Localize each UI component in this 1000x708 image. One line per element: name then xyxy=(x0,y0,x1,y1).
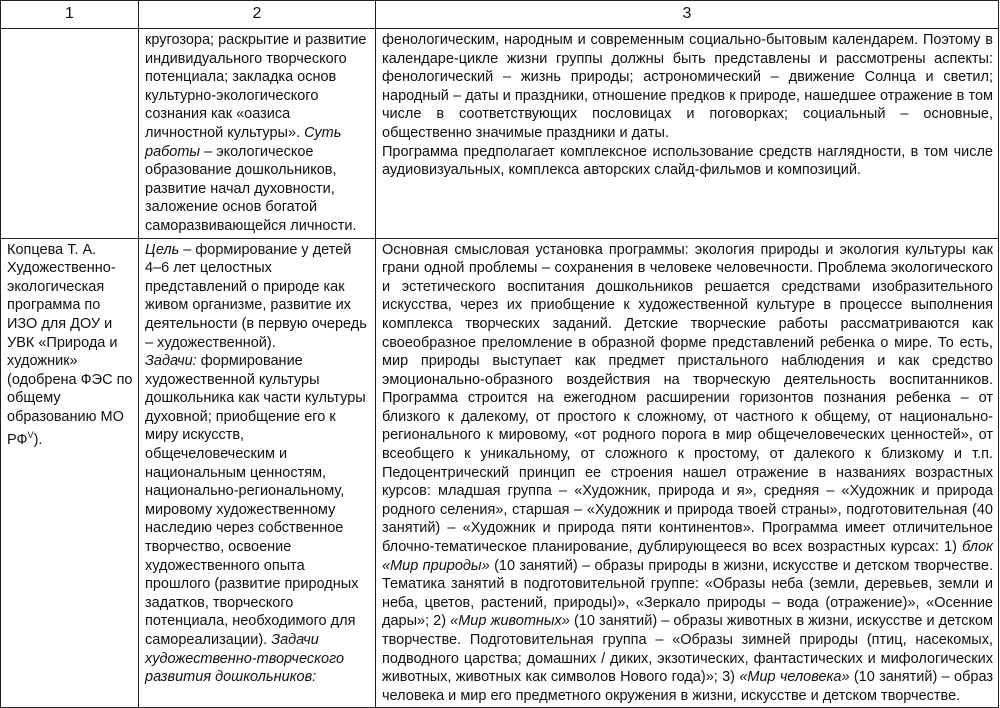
header-col-3: 3 xyxy=(376,1,999,29)
row2-col1-end: ). xyxy=(33,432,43,449)
goal-text: – формирование у детей 4–6 лет целостных представлений о природе как живом организме, развитие их деятельности (в первую очередь – художественной). xyxy=(145,241,367,351)
row2-col3-text-d: (10 занятий) – образ человека и мир его предметного окружения в жизни, искусстве и детском творчестве. xyxy=(382,669,993,704)
block-animals-label: «Мир животных» xyxy=(450,613,570,630)
row2-col1 xyxy=(1,238,139,708)
tasks-text: формирование художественной культуры дошкольника как части культуры духовной; приобщение его к миру искусств, общечеловеческим и национальным ценностям, национально-региональному, мировому художественному наследию через собственное творчество, освоение художественного опыта прошлого (развитие природных задатков, творческого потенциала, необходимого для самореализации). xyxy=(145,353,366,648)
row2-col1-text: Копцева Т. А. Художественно-экологическая программа по ИЗО для ДОУ и УВК «Природа и художник» (одобрена ФЭС по общему образованию МО РФ xyxy=(7,241,133,449)
row1-col2-tail: – экологическое образование дошкольников, развитие начал духовности, заложение основ богатой саморазвивающейся личности. xyxy=(145,143,357,234)
header-col-2: 2 xyxy=(139,1,376,29)
row1-col1 xyxy=(1,29,139,239)
tasks-label: Задачи: xyxy=(145,353,197,370)
header-col-1: 1 xyxy=(1,1,139,29)
creative-tasks-label: Задачи художественно-творческого развития дошкольников: xyxy=(145,632,345,686)
row2-col3-text-a: Основная смысловая установка программы: экология природы и экология культуры как грани одной проблемы – сохранения в человеке человечности. Проблема экологического и эстетического воспитания дошкольников решается средствами изобразительного искусства, через их приобщение к художественной культуре в процессе выполнения комплекса творческих заданий. Детские творческие работы рассматриваются как своеобразное преломление в образной форме представлений ребенка о мире. То есть, мир природы выступает как предмет пристального наблюдения и как средство эмоционально-образного воздействия на творческую деятельность воспитанников. Программа строится на ежегодном расширении горизонтов познания ребенка – от близкого к далекому, от простого к сложному, от частного к общему, от национально-регионального к мировому, «от родного порога в мир общечеловеческих ценностей», от всеобщего к уникальному, от сложного к простому, от далекого к близкому и т.п. Педоцентрический принцип ее строения нашел отражение в названиях возрастных курсов: младшая группа – «Художник, природа и я», средняя – «Художник и природа родного селения», старшая – «Художник и природа твоей страны», подготовительная (40 занятий) – «Художник и природа пяти континентов». Программа имеет отличительное блочно-тематическое планирование, дублирующееся во всех возрастных курсах: 1) xyxy=(382,241,993,556)
footnote-mark: V xyxy=(27,430,34,441)
block-human-label: «Мир человека» xyxy=(739,669,850,686)
goal-label: Цель xyxy=(145,241,180,258)
row2-col2 xyxy=(139,238,376,708)
row1-col3-text: фенологическим, народным и современным социально-бытовым календарем. Поэтому в календаре-цикле жизни группы должны быть представлены и рассмотрены аспекты: фенологический – жизнь природы; астрономический – движение Солнца и светил; народный – даты и праздники, отношение предков к природе, нашедшее отражение в том числе в соответствующих пословицах и поговорках; социальный – основные, общественно значимые праздники и даты. xyxy=(382,32,993,141)
row1-col3-paragraph-2: Программа предполагает комплексное использование средств наглядности, в том числе аудиовизуальных, комплекса авторских слайд-фильмов и композиций. xyxy=(382,143,993,179)
row1-col2-label: Суть работы xyxy=(145,124,342,160)
row2-col3 xyxy=(376,238,999,708)
table-row xyxy=(1,29,999,239)
block-nature-label: блок «Мир природы» xyxy=(382,539,993,574)
row2-col3-text-b: (10 занятий) – образы природы в жизни, искусстве и детском творчестве. Тематика занятий в подготовительной группе: «Образы неба (земли, деревьев, земли и неба, цветов, растений, природы)», «Зеркало природы – вода (отражение)», «Осенние дары»; 2) xyxy=(382,557,993,630)
row1-col2 xyxy=(139,29,376,239)
row2-col3-text-c: (10 занятий) – образы животных в жизни, искусстве и детском творчестве. Подготовительная группа – «Образы зимней природы (птиц, насекомых, подводного царства; домашних / диких, экзотических, фантастических и мифологических животных, животных как символов Нового года)»; 3) xyxy=(382,613,993,686)
row1-col2-text: кругозора; раскрытие и развитие индивидуального творческого потенциала; закладка основ культурно-экологического сознания как «оазиса личностной культуры». xyxy=(145,32,367,141)
row1-col3 xyxy=(376,29,999,239)
header-row xyxy=(1,1,999,29)
table-row xyxy=(1,238,999,708)
